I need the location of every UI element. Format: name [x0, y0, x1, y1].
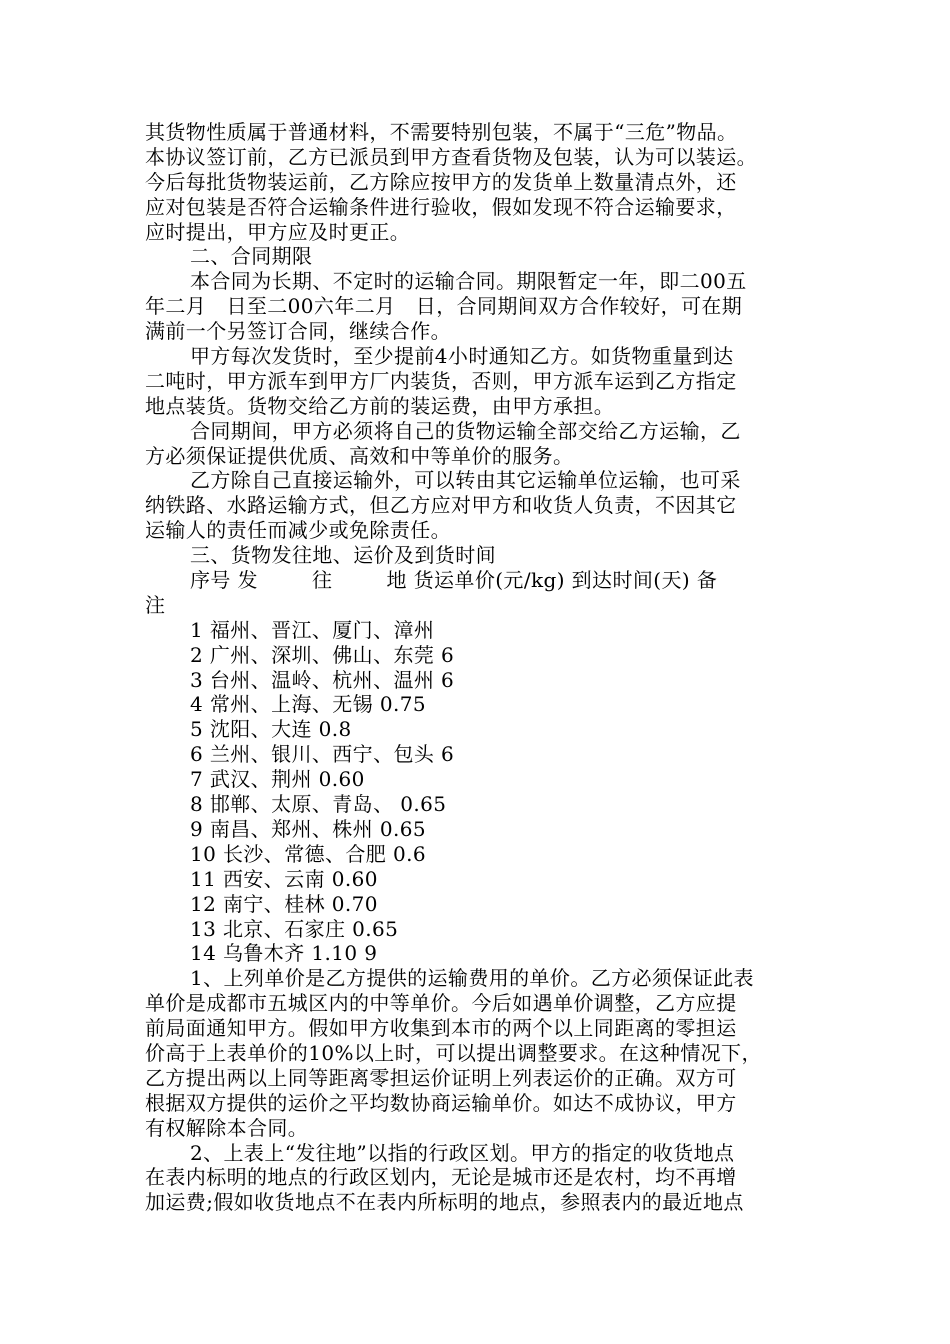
text-line: 12 南宁、桂林 0.70 [190, 891, 378, 916]
text-line: 注 [145, 592, 166, 617]
text-line: 应时提出，甲方应及时更正。 [145, 219, 411, 244]
contract-body-text [145, 120, 825, 1215]
text-line: 二、合同期限 [190, 244, 313, 269]
text-line: 1、上列单价是乙方提供的运输费用的单价。乙方必须保证此表 [190, 966, 754, 991]
text-line: 11 西安、云南 0.60 [190, 866, 378, 891]
text-line: 前局面通知甲方。假如甲方收集到本市的两个以上同距离的零担运 [145, 1016, 737, 1041]
text-line: 价高于上表单价的10%以上时，可以提出调整要求。在这种情况下， [145, 1040, 762, 1065]
text-line: 今后每批货物装运前，乙方除应按甲方的发货单上数量清点外，还 [145, 169, 737, 194]
text-line: 满前一个另签订合同，继续合作。 [145, 319, 451, 344]
text-line: 在表内标明的地点的行政区划内，无论是城市还是农村，均不再增 [145, 1165, 737, 1190]
text-line: 甲方每次发货时，至少提前4小时通知乙方。如货物重量到达 [190, 344, 734, 369]
text-line: 6 兰州、银川、西宁、包头 6 [190, 742, 455, 767]
text-line: 合同期间，甲方必须将自己的货物运输全部交给乙方运输，乙 [190, 418, 741, 443]
text-line: 方必须保证提供优质、高效和中等单价的服务。 [145, 443, 574, 468]
text-line: 13 北京、石家庄 0.65 [190, 916, 399, 941]
text-line: 年二月 日至二00六年二月 日，合同期间双方合作较好，可在期 [145, 294, 743, 319]
text-line: 单价是成都市五城区内的中等单价。今后如遇单价调整，乙方应提 [145, 991, 737, 1016]
text-line: 9 南昌、郑州、株州 0.65 [190, 816, 426, 841]
text-line: 根据双方提供的运价之平均数协商运输单价。如达不成协议，甲方 [145, 1090, 737, 1115]
text-line: 8 邯郸、太原、青岛、 0.65 [190, 792, 447, 817]
text-line: 纳铁路、水路运输方式，但乙方应对甲方和收货人负责，不因其它 [145, 493, 737, 518]
text-line: 二吨时，甲方派车到甲方厂内装货，否则，甲方派车运到乙方指定 [145, 368, 737, 393]
text-line: 运输人的责任而减少或免除责任。 [145, 518, 451, 543]
text-line: 5 沈阳、大连 0.8 [190, 717, 352, 742]
text-line: 7 武汉、荆州 0.60 [190, 767, 365, 792]
text-line: 2、上表上“发往地”以指的行政区划。甲方的指定的收货地点 [190, 1140, 735, 1165]
text-line: 14 乌鲁木齐 1.10 9 [190, 941, 378, 966]
text-line: 10 长沙、常德、合肥 0.6 [190, 841, 426, 866]
text-line: 本协议签订前，乙方已派员到甲方查看货物及包装，认为可以装运。 [145, 144, 757, 169]
text-line: 其货物性质属于普通材料，不需要特别包装，不属于“三危”物品。 [145, 120, 738, 144]
text-line: 加运费;假如收货地点不在表内所标明的地点，参照表内的最近地点 [145, 1190, 744, 1215]
text-line: 4 常州、上海、无锡 0.75 [190, 692, 426, 717]
text-line: 地点装货。货物交给乙方前的装运费，由甲方承担。 [145, 393, 615, 418]
text-line: 3 台州、温岭、杭州、温州 6 [190, 667, 455, 692]
text-line: 乙方提出两以上同等距离零担运价证明上列表运价的正确。双方可 [145, 1065, 737, 1090]
text-line: 本合同为长期、不定时的运输合同。期限暂定一年，即二00五 [190, 269, 747, 294]
text-line: 应对包装是否符合运输条件进行验收，假如发现不符合运输要求， [145, 194, 737, 219]
text-line: 三、货物发往地、运价及到货时间 [190, 543, 496, 568]
text-line: 序号 发 往 地 货运单价(元/kg) 到达时间(天) 备 [190, 568, 718, 593]
text-line: 2 广州、深圳、佛山、东莞 6 [190, 642, 455, 667]
text-line: 1 福州、晋江、厦门、漳州 [190, 617, 435, 642]
text-line: 乙方除自己直接运输外，可以转由其它运输单位运输，也可采 [190, 468, 741, 493]
text-line: 有权解除本合同。 [145, 1115, 309, 1140]
